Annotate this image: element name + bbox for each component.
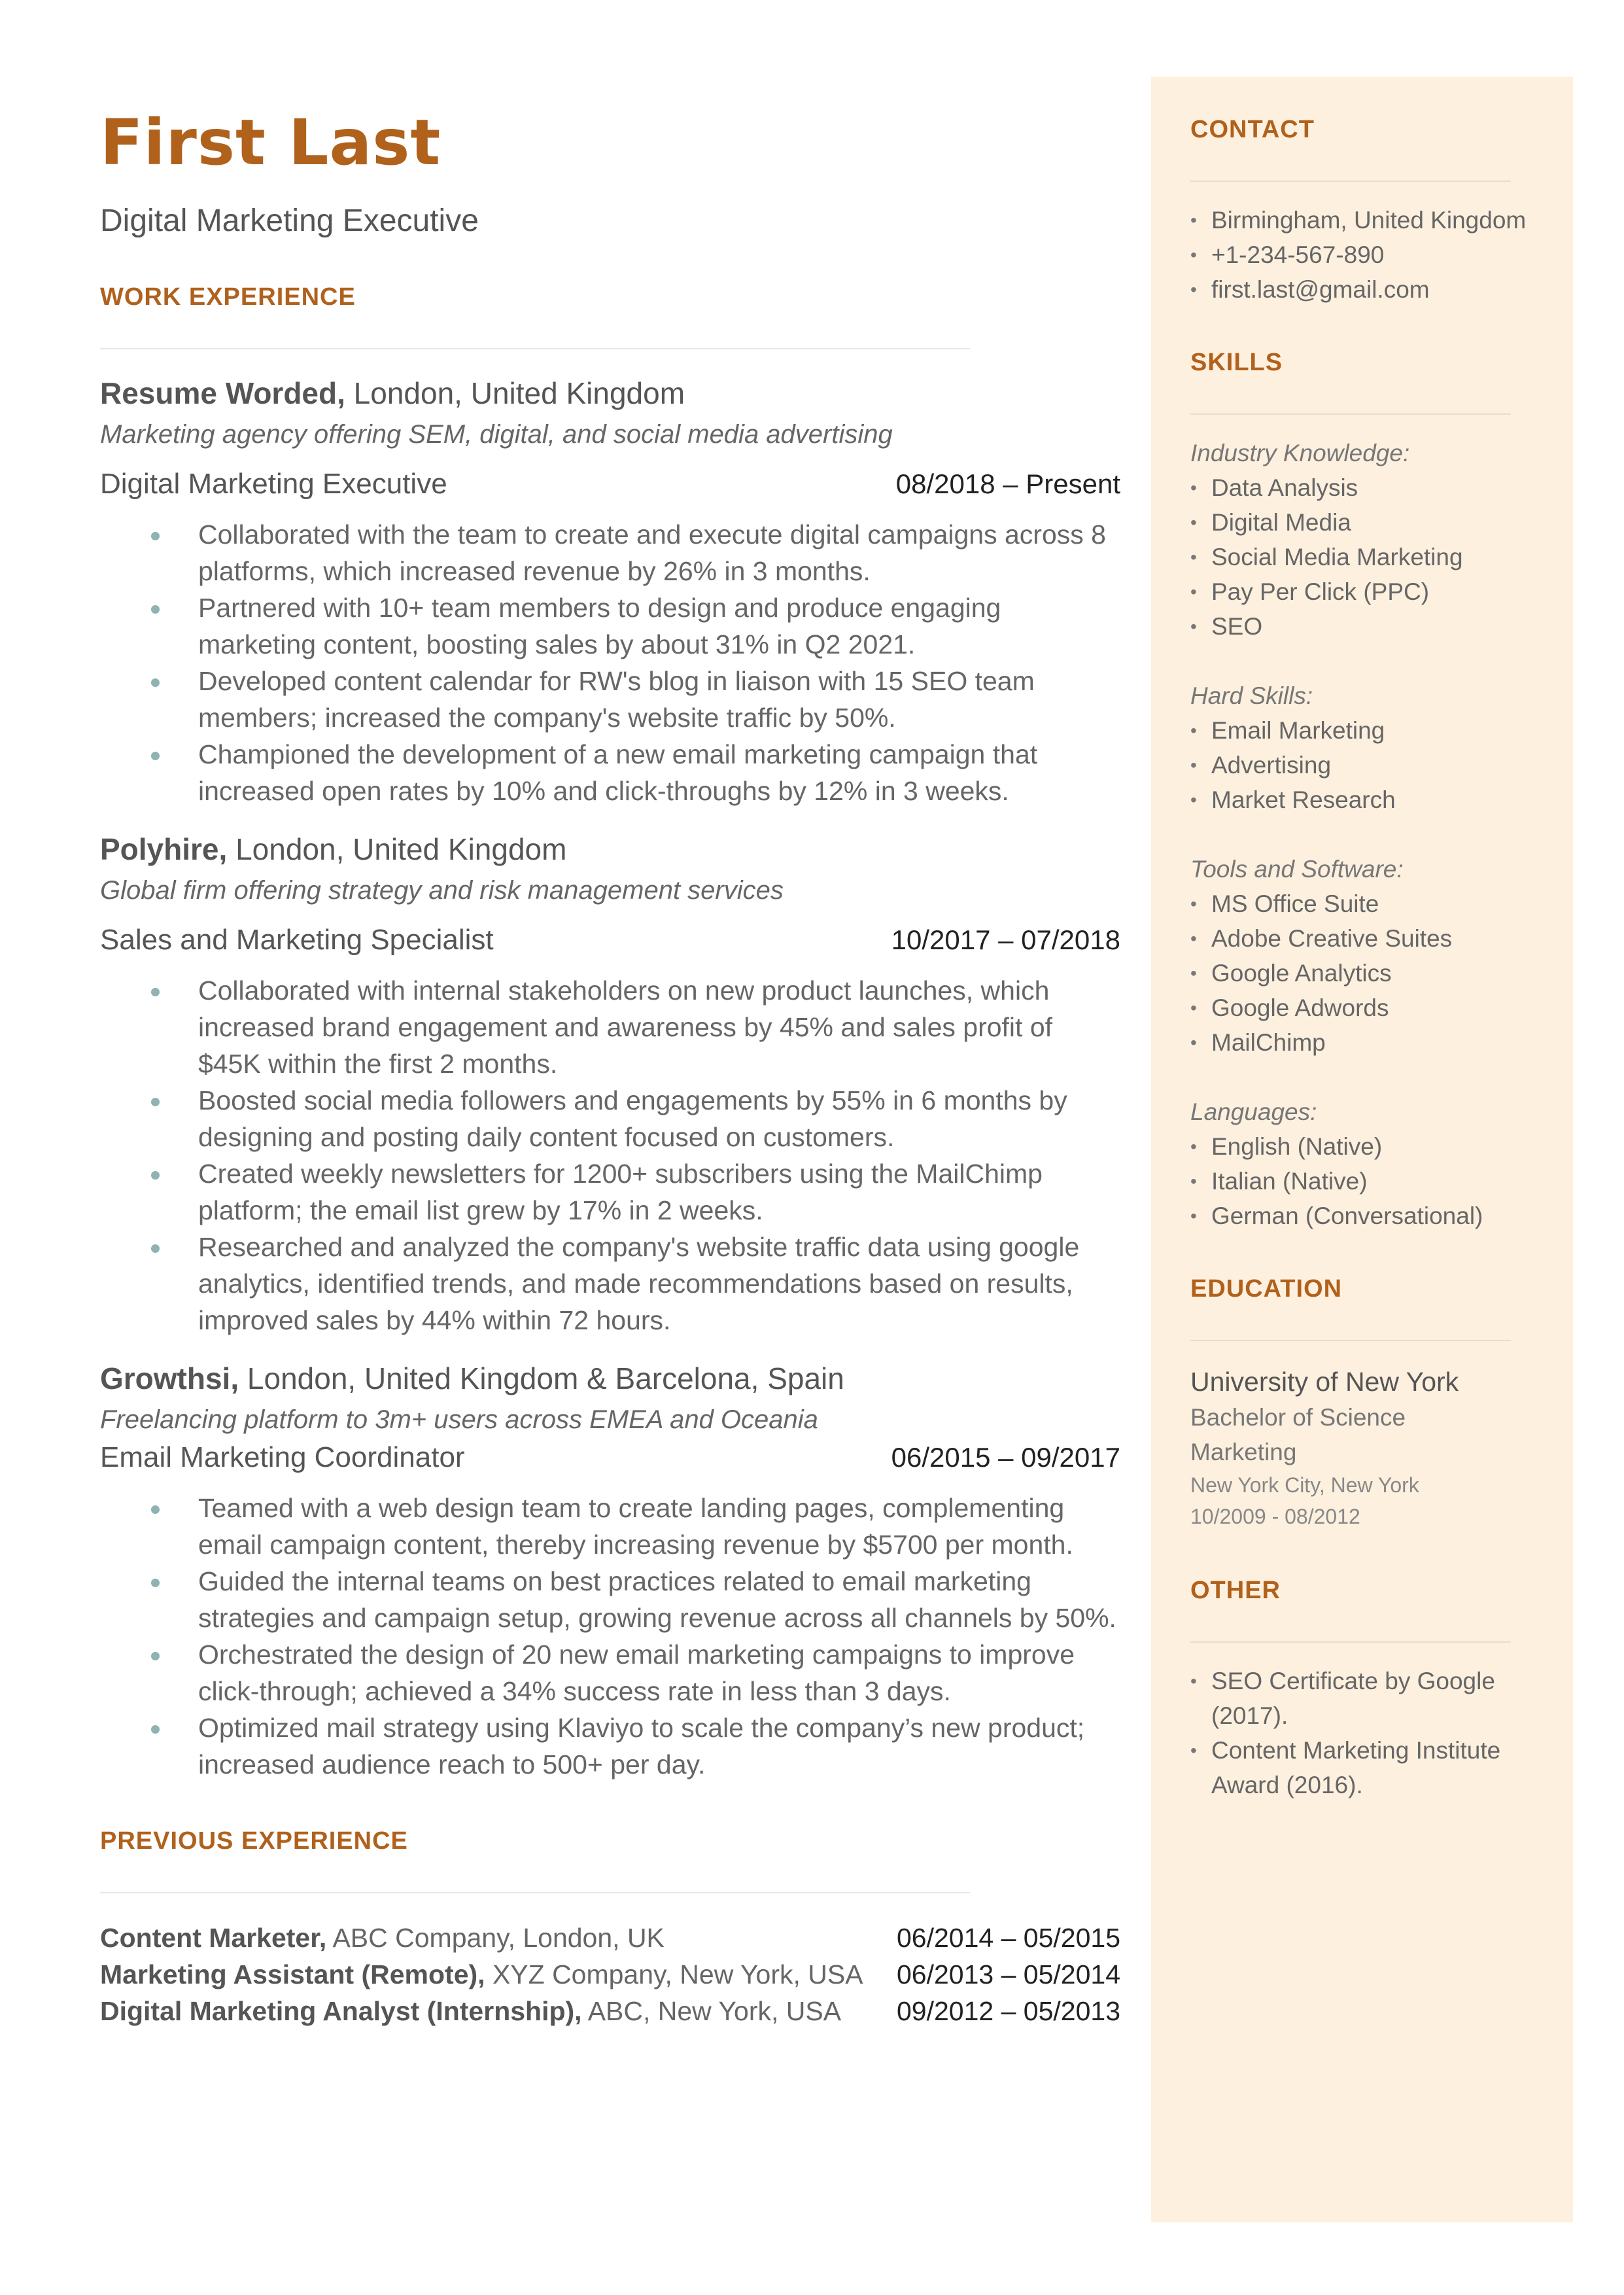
previous-role-title: Marketing Assistant (Remote),: [100, 1959, 485, 1989]
contact-list: [1190, 203, 1544, 307]
skill-list: [1190, 886, 1544, 1060]
achievement-item: Boosted social media followers and engagements by 55% in 6 months by designing and posting daily content focused on customers.: [198, 1082, 1120, 1155]
education-school: University of New York: [1190, 1367, 1459, 1397]
divider: [1190, 1641, 1511, 1643]
role-row: [100, 1441, 1120, 1474]
achievement-item: Partnered with 10+ team members to design and produce engaging marketing content, boosting sales by about 31% in Q2 2021.: [198, 589, 1120, 663]
skill-item: • Adobe Creative Suites: [1190, 921, 1544, 956]
achievement-item: Developed content calendar for RW's blog in liaison with 15 SEO team members; increased the company's website traffic by 50%.: [198, 663, 1120, 736]
previous-role-dates: 06/2013 – 05/2014: [897, 1959, 1120, 1989]
previous-role-company: XYZ Company, New York, USA: [485, 1959, 863, 1989]
other-heading: OTHER: [1190, 1577, 1281, 1604]
skill-item: • Italian (Native): [1190, 1164, 1544, 1199]
previous-role-dates: 06/2014 – 05/2015: [897, 1923, 1120, 1953]
achievement-item: Championed the development of a new email marketing campaign that increased open rates by 10% and click-throughs by 12% in 3 weeks.: [198, 736, 1120, 809]
other-list: [1190, 1664, 1544, 1802]
skill-list: [1190, 713, 1544, 817]
skill-item: • Pay Per Click (PPC): [1190, 574, 1544, 609]
work-experience-heading: WORK EXPERIENCE: [100, 283, 356, 311]
previous-role-row: [100, 1993, 1120, 2029]
previous-role: [100, 1993, 841, 2029]
company-name: Resume Worded,: [100, 376, 345, 410]
achievement-item: Teamed with a web design team to create landing pages, complementing email campaign content, thereby increasing revenue by $5700 per month.: [198, 1490, 1120, 1563]
company-description: Marketing agency offering SEM, digital, and social media advertising: [100, 420, 893, 449]
company-name: Polyhire,: [100, 832, 228, 866]
skill-category: Languages:: [1190, 1098, 1317, 1125]
company-line: [100, 832, 1120, 867]
achievement-list: [100, 516, 1120, 809]
company-description: Global firm offering strategy and risk management services: [100, 876, 784, 905]
previous-role-title: Content Marketer,: [100, 1923, 327, 1953]
achievement-item: Researched and analyzed the company's website traffic data using google analytics, identified trends, and made recommendations based on results, improved sales by 44% within 72 hours.: [198, 1229, 1120, 1339]
previous-role-row: [100, 1919, 1120, 1956]
previous-experience-heading: PREVIOUS EXPERIENCE: [100, 1827, 408, 1855]
skill-item: • English (Native): [1190, 1129, 1544, 1164]
company-line: [100, 1361, 1120, 1396]
achievement-item: Optimized mail strategy using Klaviyo to scale the company’s new product; increased audience reach to 500+ per day.: [198, 1709, 1120, 1783]
other-item: • Content Marketing Institute Award (2016).: [1190, 1733, 1544, 1802]
role-dates: 08/2018 – Present: [895, 468, 1120, 499]
role-row: [100, 924, 1120, 956]
achievement-item: Guided the internal teams on best practices related to email marketing strategies and campaign setup, growing revenue across all channels by 50%.: [198, 1563, 1120, 1636]
previous-role-dates: 09/2012 – 05/2013: [897, 1996, 1120, 2026]
company-description: Freelancing platform to 3m+ users across EMEA and Oceania: [100, 1405, 818, 1434]
previous-role: [100, 1919, 665, 1956]
divider: [100, 348, 970, 349]
skill-category: Hard Skills:: [1190, 682, 1313, 709]
phone-item[interactable]: • +1-234-567-890: [1190, 237, 1544, 272]
education-dates: 10/2009 - 08/2012: [1190, 1505, 1360, 1528]
skill-item: • MailChimp: [1190, 1025, 1544, 1060]
candidate-name: First Last: [100, 106, 441, 179]
role-row: [100, 468, 1120, 500]
other-item: • SEO Certificate by Google (2017).: [1190, 1664, 1544, 1733]
achievement-item: Collaborated with the team to create and execute digital campaigns across 8 platforms, which increased revenue by 26% in 3 months.: [198, 516, 1120, 589]
divider: [100, 1892, 970, 1893]
job-entry: [100, 832, 1120, 1339]
role-dates: 06/2015 – 09/2017: [891, 1442, 1120, 1473]
previous-role-company: ABC Company, London, UK: [326, 1923, 665, 1953]
skill-item: • Digital Media: [1190, 505, 1544, 540]
previous-role-title: Digital Marketing Analyst (Internship),: [100, 1996, 582, 2026]
skill-list: [1190, 1129, 1544, 1233]
skill-list: [1190, 470, 1544, 644]
email-item[interactable]: • first.last@gmail.com: [1190, 272, 1544, 307]
skills-heading: SKILLS: [1190, 349, 1283, 376]
job-title: Digital Marketing Executive: [100, 203, 479, 238]
skill-item: • Social Media Marketing: [1190, 540, 1544, 574]
contact-heading: CONTACT: [1190, 116, 1315, 143]
achievement-item: Created weekly newsletters for 1200+ subscribers using the MailChimp platform; the email list grew by 17% in 2 weeks.: [198, 1155, 1120, 1229]
skill-item: • Google Adwords: [1190, 990, 1544, 1025]
role-dates: 10/2017 – 07/2018: [891, 924, 1120, 955]
sidebar: [1151, 77, 1573, 2222]
achievement-item: Orchestrated the design of 20 new email marketing campaigns to improve click-through; achieved a 34% success rate in less than 3 days.: [198, 1636, 1120, 1709]
company-location: London, United Kingdom: [227, 832, 567, 866]
job-entry: [100, 376, 1120, 809]
divider: [1190, 413, 1511, 415]
previous-role: [100, 1956, 863, 1993]
skill-item: • Market Research: [1190, 782, 1544, 817]
divider: [1190, 1340, 1511, 1341]
company-location: London, United Kingdom & Barcelona, Spain: [239, 1361, 844, 1395]
role-title: Email Marketing Coordinator: [100, 1441, 465, 1473]
achievement-list: [100, 972, 1120, 1339]
skill-item: • Email Marketing: [1190, 713, 1544, 748]
divider: [1190, 181, 1511, 182]
company-line: [100, 376, 1120, 411]
skill-item: • Data Analysis: [1190, 470, 1544, 505]
role-title: Digital Marketing Executive: [100, 468, 447, 500]
company-name: Growthsi,: [100, 1361, 239, 1395]
job-entry: [100, 1361, 1120, 1783]
company-location: London, United Kingdom: [345, 376, 685, 410]
skill-item: • SEO: [1190, 609, 1544, 644]
main-column: [100, 106, 1120, 2029]
education-location: New York City, New York: [1190, 1473, 1419, 1497]
previous-role-row: [100, 1956, 1120, 1993]
skill-item: • Google Analytics: [1190, 956, 1544, 990]
location-item: • Birmingham, United Kingdom: [1190, 203, 1544, 237]
skill-category: Industry Knowledge:: [1190, 440, 1410, 466]
sidebar-content: [1190, 116, 1544, 1802]
skill-item: • German (Conversational): [1190, 1199, 1544, 1233]
skill-item: • Advertising: [1190, 748, 1544, 782]
skill-item: • MS Office Suite: [1190, 886, 1544, 921]
role-title: Sales and Marketing Specialist: [100, 924, 494, 956]
achievement-list: [100, 1490, 1120, 1783]
education-heading: EDUCATION: [1190, 1275, 1343, 1303]
achievement-item: Collaborated with internal stakeholders on new product launches, which increased brand engagement and awareness by 45% and sales profit of $45K within the first 2 months.: [198, 972, 1120, 1082]
skill-category: Tools and Software:: [1190, 856, 1404, 883]
education-field: Marketing: [1190, 1439, 1297, 1465]
education-degree: Bachelor of Science: [1190, 1404, 1406, 1431]
previous-role-company: ABC, New York, USA: [581, 1996, 842, 2026]
